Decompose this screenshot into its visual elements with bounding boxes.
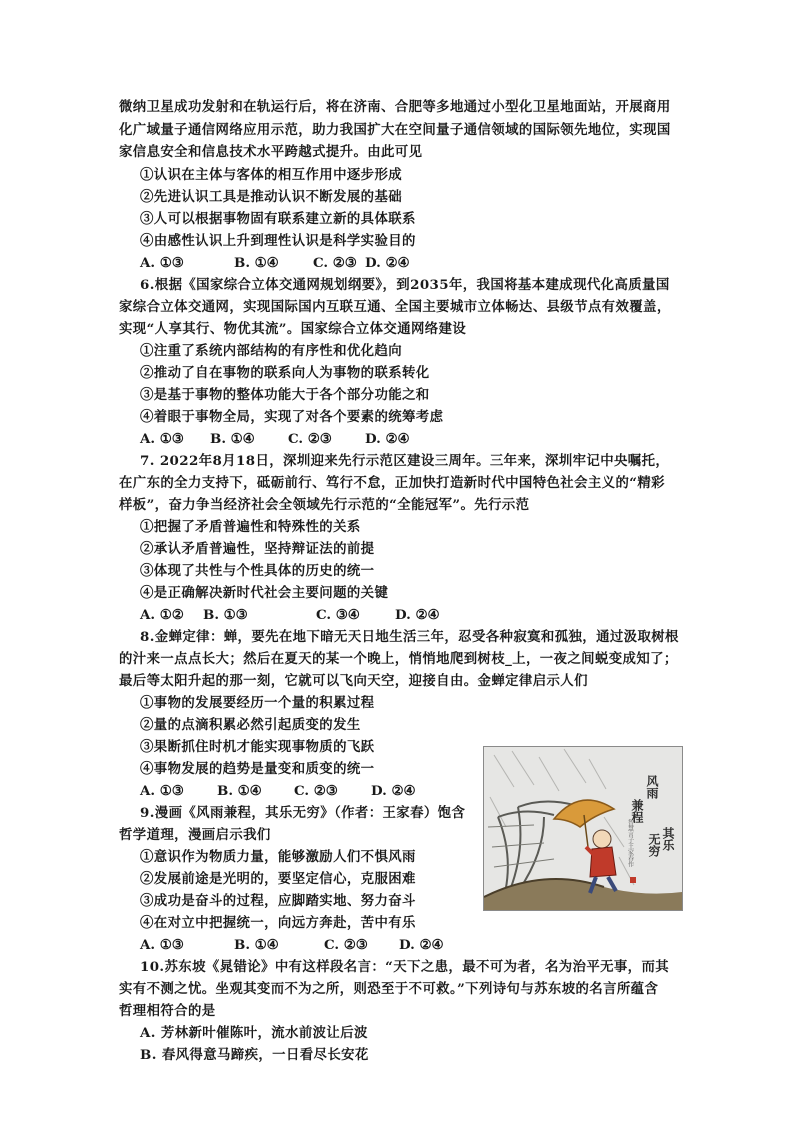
q10-option-a: A. 芳林新叶催陈叶，流水前波让后波 [140, 1025, 368, 1041]
q5-choice-d: D. ②④ [365, 255, 410, 271]
q9-choice-a: A. ①③ [140, 937, 184, 953]
q5-choice-c: C. ②③ [313, 255, 357, 271]
cartoon-illustration [483, 746, 683, 911]
seal-stamp [630, 877, 636, 883]
q7-option-2: ②承认矛盾普遍性，坚持辩证法的前提 [140, 541, 375, 557]
q7-option-3: ③体现了共性与个性具体的历史的统一 [140, 563, 375, 579]
q6-stem-line-3: 实现“人享其行、物优其流”。国家综合立体交通网络建设 [119, 321, 467, 337]
cartoon-title-col4: 无穷 [647, 833, 661, 857]
q6-option-1: ①注重了系统内部结构的有序性和优化趋向 [140, 343, 403, 359]
cartoon-title-col2: 兼程 [630, 799, 644, 823]
q5-option-2: ②先进认识工具是推动认识不断发展的基础 [140, 189, 403, 205]
cartoon-title-col1: 风雨 [645, 775, 659, 799]
q9-stem-line-2: 哲学道理，漫画启示我们 [119, 827, 271, 843]
q6-stem-line-1: 6.根据《国家综合立体交通网规划纲要》，到2035年，我国将基本建成现代化高质量国 [140, 277, 670, 293]
q8-stem-line-2: 的汁来一点点长大；然后在夏天的某一个晚上，悄悄地爬到树枝_上，一夜之间蜕变成知了； [119, 651, 678, 667]
q8-choice-b: B. ①④ [217, 783, 262, 799]
q5-option-1: ①认识在主体与客体的相互作用中逐步形成 [140, 167, 403, 183]
cartoon-author-note: 智慧言子王家春作 [626, 819, 634, 867]
cartoon-title-col3: 其乐 [661, 827, 675, 851]
q6-choice-b: B. ①④ [210, 431, 255, 447]
q5-option-4: ④由感性认识上升到理性认识是科学实验目的 [140, 233, 416, 249]
q5-choice-b: B. ①④ [234, 255, 279, 271]
q5-choice-a: A. ①③ [140, 255, 184, 271]
q10-stem-line-3: 哲理相符合的是 [119, 1003, 216, 1019]
q5-option-3: ③人可以根据事物固有联系建立新的具体联系 [140, 211, 416, 227]
q6-choice-a: A. ①③ [140, 431, 184, 447]
q6-option-4: ④着眼于事物全局，实现了对各个要素的统筹考虑 [140, 409, 444, 425]
q8-choice-d: D. ②④ [371, 783, 416, 799]
q9-stem-line-1: 9.漫画《风雨兼程，其乐无穷》（作者：王家春）饱含 [140, 805, 466, 821]
q5-stem-line-2: 化广域量子通信网络应用示范，助力我国扩大在空间量子通信领域的国际领先地位，实现国 [119, 122, 671, 138]
q6-choice-c: C. ②③ [288, 431, 332, 447]
q5-stem-line-3: 家信息安全和信息技术水平跨越式提升。由此可见 [119, 144, 423, 160]
q7-stem-line-2: 在广东的全力支持下，砥砺前行、笃行不怠，正加快打造新时代中国特色社会主义的“精彩 [119, 475, 665, 491]
q7-choice-c: C. ③④ [316, 607, 360, 623]
q8-option-1: ①事物的发展要经历一个量的积累过程 [140, 695, 375, 711]
q9-choice-c: C. ②③ [324, 937, 368, 953]
q8-option-2: ②量的点滴积累必然引起质变的发生 [140, 717, 361, 733]
q7-stem-line-1: 7. 2022年8月18日，深圳迎来先行示范区建设三周年。三年来，深圳牢记中央嘱托， [140, 453, 670, 469]
q10-stem-line-2: 实有不测之忧。坐观其变而不为之所，则恐至于不可救。”下列诗句与苏东坡的名言所蕴含 [119, 981, 659, 997]
q7-option-1: ①把握了矛盾普遍性和特殊性的关系 [140, 519, 361, 535]
q10-stem-line-1: 10.苏东坡《晁错论》中有这样段名言：“天下之患，最不可为者，名为治平无事，而其 [140, 959, 670, 975]
q6-option-3: ③是基于事物的整体功能大于各个部分功能之和 [140, 387, 430, 403]
q6-stem-line-2: 家综合立体交通网，实现国际国内互联互通、全国主要城市立体畅达、县级节点有效覆盖， [119, 299, 671, 315]
q10-option-b: B. 春风得意马蹄疾，一日看尽长安花 [140, 1047, 369, 1063]
q7-stem-line-3: 样板”，奋力争当经济社会全领域先行示范的“全能冠军”。先行示范 [119, 497, 530, 513]
q9-choice-d: D. ②④ [399, 937, 444, 953]
q9-option-2: ②发展前途是光明的，要坚定信心，克服困难 [140, 871, 416, 887]
q8-stem-line-3: 最后等太阳升起的那一刻，它就可以飞向天空，迎接自由。金蝉定律启示人们 [119, 673, 588, 689]
q5-stem-line-1: 微纳卫星成功发射和在轨运行后，将在济南、合肥等多地通过小型化卫星地面站，开展商用 [119, 99, 671, 115]
q8-choice-c: C. ②③ [294, 783, 338, 799]
q7-choice-b: B. ①③ [203, 607, 248, 623]
q7-choice-a: A. ①② [140, 607, 184, 623]
q9-option-3: ③成功是奋斗的过程，应脚踏实地、努力奋斗 [140, 893, 416, 909]
q7-choice-d: D. ②④ [395, 607, 440, 623]
q8-option-4: ④事物发展的趋势是量变和质变的统一 [140, 761, 375, 777]
q7-option-4: ④是正确解决新时代社会主要问题的关键 [140, 585, 389, 601]
q6-choice-d: D. ②④ [365, 431, 410, 447]
cartoon-drawing [484, 747, 682, 910]
q9-choice-b: B. ①④ [234, 937, 279, 953]
q9-option-1: ①意识作为物质力量，能够激励人们不惧风雨 [140, 849, 416, 865]
q6-option-2: ②推动了自在事物的联系向人为事物的联系转化 [140, 365, 430, 381]
q8-option-3: ③果断抓住时机才能实现事物质的飞跃 [140, 739, 375, 755]
q9-option-4: ④在对立中把握统一，向远方奔赴，苦中有乐 [140, 915, 416, 931]
q8-choice-a: A. ①③ [140, 783, 184, 799]
q8-stem-line-1: 8.金蝉定律：蝉，要先在地下暗无天日地生活三年，忍受各种寂寞和孤独，通过汲取树根 [140, 629, 679, 645]
